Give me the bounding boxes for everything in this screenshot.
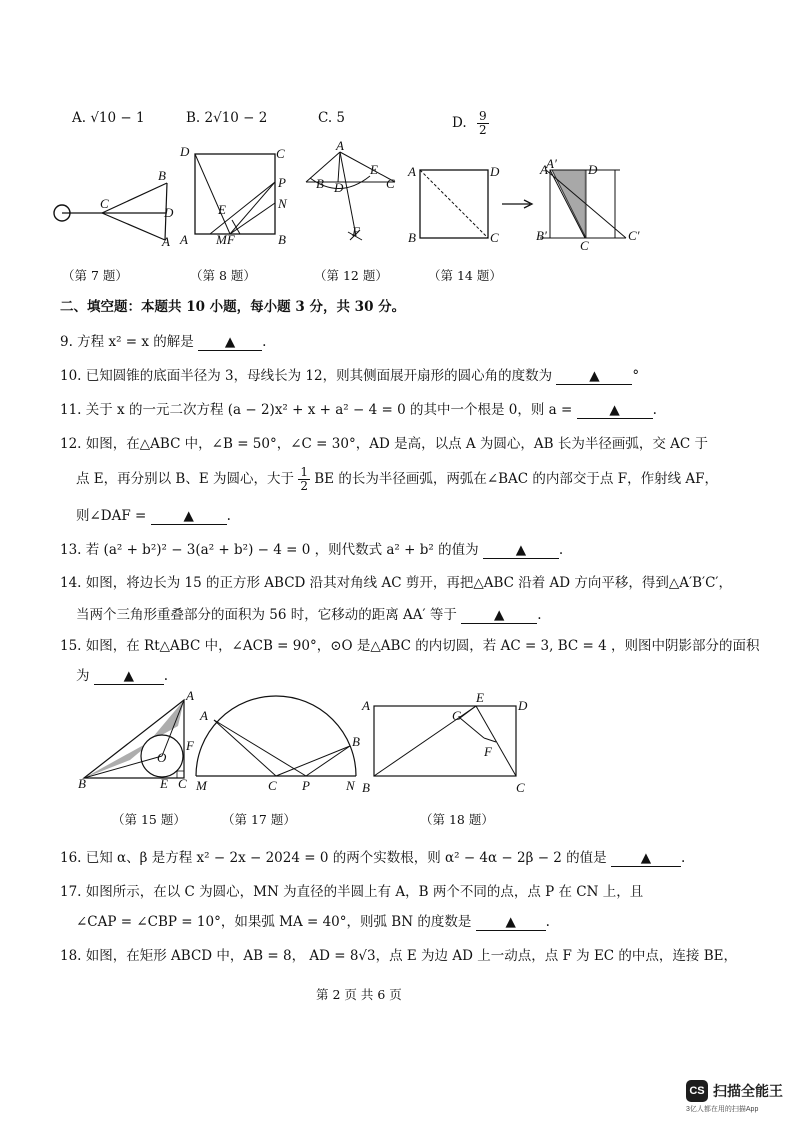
fraction-denominator: 2 bbox=[300, 479, 308, 493]
svg-text:MF: MF bbox=[216, 232, 235, 247]
caption-q8: （第 8 题） bbox=[190, 268, 256, 283]
figure-q14-square bbox=[407, 164, 500, 245]
svg-text:B: B bbox=[408, 230, 416, 245]
svg-text:A: A bbox=[408, 164, 416, 179]
caption-q18: （第 18 题） bbox=[420, 812, 494, 827]
svg-text:A: A bbox=[186, 690, 194, 703]
svg-text:E: E bbox=[370, 162, 378, 177]
svg-text:A: A bbox=[362, 698, 370, 713]
svg-text:A: A bbox=[162, 234, 170, 249]
q9-tail: . bbox=[262, 334, 267, 350]
answer-blank[interactable]: ▲ bbox=[94, 668, 164, 685]
q13-tail: . bbox=[558, 542, 564, 558]
question-14-line1: 14. 如图，将边长为 15 的正方形 ABCD 沿其对角线 AC 剪开，再把△ABC 沿着 AD 方向平移，得到△A′B′C′， bbox=[60, 575, 732, 591]
q11-text: 11. 关于 x 的一元二次方程 (a − 2)x² + x + a² − 4 = 0 的其中一个根是 0，则 a = bbox=[60, 402, 573, 418]
scanner-watermark bbox=[686, 1080, 783, 1102]
svg-text:D: D bbox=[490, 164, 500, 179]
svg-text:A: A bbox=[336, 140, 344, 153]
svg-text:G: G bbox=[452, 708, 462, 723]
answer-blank[interactable]: ▲ bbox=[577, 402, 653, 419]
camscanner-logo: CS bbox=[686, 1080, 708, 1102]
answer-blank[interactable]: ▲ bbox=[198, 334, 262, 351]
q14-line2: 当两个三角形重叠部分的面积为 56 时，它移动的距离 AA′ 等于 bbox=[76, 607, 457, 623]
svg-text:D: D bbox=[518, 698, 528, 713]
fraction-numerator: 1 bbox=[300, 465, 308, 479]
svg-text:C: C bbox=[516, 780, 525, 795]
question-18-line1: 18. 如图，在矩形 ABCD 中，AB = 8， AD = 8√3，点 E 为边 AD 上一动点，点 F 为 EC 的中点，连接 BE， bbox=[60, 948, 737, 964]
svg-text:F: F bbox=[484, 744, 492, 759]
question-12-line1: 12. 如图，在△ABC 中，∠B = 50°，∠C = 30°，AD 是高，以点 A 为圆心，AB 长为半径画弧，交 AC 于 bbox=[60, 436, 709, 452]
svg-text:F: F bbox=[186, 738, 194, 753]
choice-a: A. √10 − 1 bbox=[72, 110, 145, 126]
q10-text: 10. 已知圆锥的底面半径为 3，母线长为 12，则其侧面展开扇形的圆心角的度数为 bbox=[60, 368, 553, 384]
q12-line2b: BE 的长为半径画弧，两弧在∠BAC 的内部交于点 F，作射线 AF， bbox=[314, 471, 718, 487]
figure-q12 bbox=[306, 140, 395, 240]
q10-tail: ° bbox=[632, 368, 640, 384]
q14-tail: . bbox=[537, 607, 542, 623]
svg-text:A: A bbox=[200, 708, 208, 723]
fraction-denominator: 2 bbox=[478, 123, 487, 137]
svg-text:C: C bbox=[580, 238, 589, 253]
svg-text:F: F bbox=[352, 224, 360, 239]
section-heading: 二、填空题：本题共 10 小题，每小题 3 分，共 30 分。 bbox=[60, 299, 406, 315]
question-13 bbox=[60, 538, 563, 559]
q15-tail: . bbox=[163, 668, 169, 684]
watermark-name: 扫描全能王 bbox=[713, 1083, 783, 1099]
answer-blank[interactable]: ▲ bbox=[556, 368, 632, 385]
svg-text:B: B bbox=[316, 176, 324, 191]
q16-tail: . bbox=[680, 850, 686, 866]
svg-text:E: E bbox=[218, 202, 226, 217]
question-10 bbox=[60, 364, 639, 385]
q12-line2a: 点 E，再分别以 B、E 为圆心，大于 bbox=[76, 471, 295, 487]
question-12-line3 bbox=[76, 504, 231, 525]
svg-text:B: B bbox=[278, 232, 286, 247]
answer-blank[interactable]: ▲ bbox=[476, 914, 546, 931]
question-17-line2 bbox=[76, 910, 550, 931]
q17-line2: ∠CAP = ∠CBP = 10°，如果弧 MA = 40°，则弧 BN 的度数是 bbox=[76, 914, 472, 930]
svg-text:C: C bbox=[490, 230, 499, 245]
svg-text:E: E bbox=[476, 690, 484, 705]
svg-text:M: M bbox=[196, 778, 207, 793]
question-11 bbox=[60, 398, 657, 419]
q12-tail: . bbox=[226, 508, 231, 524]
choice-d-prefix: D. bbox=[452, 115, 467, 131]
svg-text:C: C bbox=[100, 196, 109, 211]
q9-text: 9. 方程 x² = x 的解是 bbox=[60, 334, 194, 350]
arrow-icon bbox=[502, 200, 532, 208]
caption-q15: （第 15 题） bbox=[112, 812, 186, 827]
question-15-line2 bbox=[76, 664, 168, 685]
svg-text:O: O bbox=[157, 750, 167, 765]
svg-text:D: D bbox=[588, 162, 598, 177]
caption-q7: （第 7 题） bbox=[62, 268, 128, 283]
svg-text:C: C bbox=[268, 778, 277, 793]
question-15-line1: 15. 如图，在 Rt△ABC 中，∠ACB = 90°，⊙O 是△ABC 的内切圆，若 AC = 3, BC = 4 ，则图中阴影部分的面积 bbox=[60, 638, 760, 654]
svg-text:A: A bbox=[540, 162, 548, 177]
svg-text:A: A bbox=[180, 232, 188, 247]
choice-d-fraction bbox=[477, 110, 489, 137]
figure-q7 bbox=[54, 168, 174, 249]
svg-text:A′: A′ bbox=[546, 156, 557, 171]
question-16 bbox=[60, 846, 685, 867]
svg-text:D: D bbox=[334, 180, 344, 195]
svg-text:B: B bbox=[352, 734, 360, 749]
q11-tail: . bbox=[652, 402, 657, 418]
choice-d bbox=[452, 110, 489, 137]
question-12-line2 bbox=[76, 466, 718, 493]
question-9 bbox=[60, 330, 266, 351]
q12-fraction bbox=[298, 466, 310, 493]
answer-blank[interactable]: ▲ bbox=[151, 508, 227, 525]
svg-text:P: P bbox=[278, 175, 286, 190]
svg-text:C′: C′ bbox=[628, 228, 640, 243]
answer-blank[interactable]: ▲ bbox=[611, 850, 681, 867]
answer-blank[interactable]: ▲ bbox=[461, 607, 537, 624]
q13-text: 13. 若 (a² + b²)² − 3(a² + b²) − 4 = 0 ，则代数式 a² + b² 的值为 bbox=[60, 542, 479, 558]
svg-text:D: D bbox=[180, 144, 190, 159]
caption-q12: （第 12 题） bbox=[314, 268, 388, 283]
svg-text:N: N bbox=[346, 778, 355, 793]
q17-tail: . bbox=[545, 914, 550, 930]
figures-row-1 bbox=[40, 140, 640, 260]
svg-text:E: E bbox=[160, 776, 168, 791]
figure-q17 bbox=[195, 696, 360, 793]
choice-b: B. 2√10 − 2 bbox=[186, 110, 268, 126]
q16-text: 16. 已知 α、β 是方程 x² − 2x − 2024 = 0 的两个实数根，则 α² − 4α − 2β − 2 的值是 bbox=[60, 850, 607, 866]
svg-text:B: B bbox=[362, 780, 370, 795]
page-footer: 第 2 页 共 6 页 bbox=[316, 987, 402, 1002]
question-14-line2 bbox=[76, 603, 542, 624]
svg-text:B: B bbox=[78, 776, 86, 791]
figure-q14-shifted bbox=[536, 156, 640, 253]
figures-row-2 bbox=[70, 690, 550, 802]
caption-q17: （第 17 题） bbox=[222, 812, 296, 827]
svg-text:C: C bbox=[386, 176, 395, 191]
svg-text:C: C bbox=[276, 146, 285, 161]
svg-text:D: D bbox=[164, 205, 174, 220]
svg-text:B′: B′ bbox=[536, 228, 547, 243]
svg-text:P: P bbox=[302, 778, 310, 793]
choice-c: C. 5 bbox=[318, 110, 346, 126]
figure-q18 bbox=[361, 690, 528, 795]
fraction-numerator: 9 bbox=[478, 109, 487, 123]
svg-text:B: B bbox=[158, 168, 166, 183]
watermark-subtitle: 3亿人都在用的扫描App bbox=[686, 1106, 759, 1113]
figure-q8 bbox=[179, 144, 288, 247]
question-17-line1: 17. 如图所示，在以 C 为圆心，MN 为直径的半圆上有 A，B 两个不同的点，点 P 在 CN 上，且 bbox=[60, 884, 644, 900]
svg-text:C: C bbox=[178, 776, 187, 791]
figure-q15 bbox=[78, 690, 195, 791]
answer-blank[interactable]: ▲ bbox=[483, 542, 559, 559]
svg-text:N: N bbox=[278, 196, 287, 211]
q15-line2: 为 bbox=[76, 668, 90, 684]
caption-q14: （第 14 题） bbox=[428, 268, 502, 283]
q12-line3: 则∠DAF = bbox=[76, 508, 147, 524]
